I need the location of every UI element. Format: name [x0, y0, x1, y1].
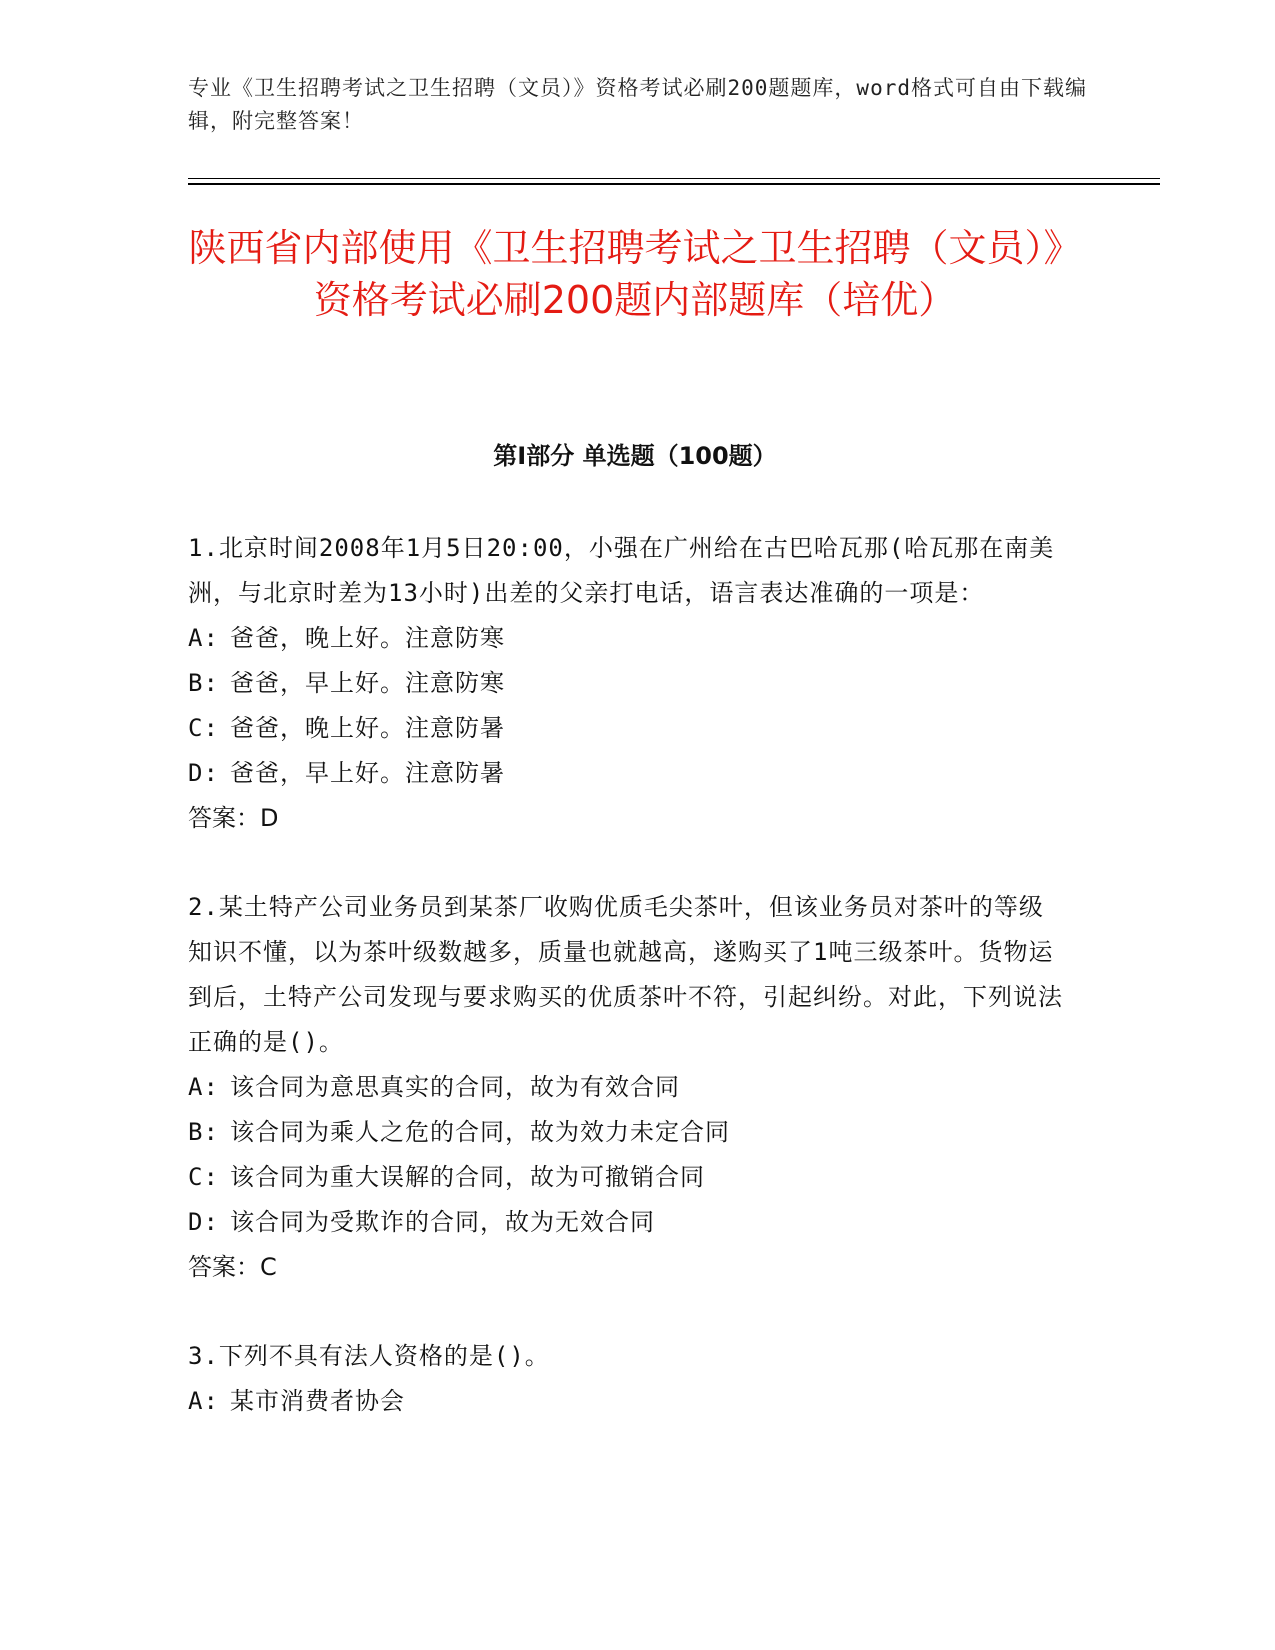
option-a — [188, 616, 1068, 661]
option-letter: D: — [188, 1208, 219, 1236]
option-d — [188, 751, 1068, 796]
question-1 — [188, 526, 1068, 841]
header-note: 专业《卫生招聘考试之卫生招聘（文员）》资格考试必刷200题题库，word格式可自由下载编辑，附完整答案！ — [188, 76, 1087, 133]
header-divider-thin — [188, 178, 1160, 179]
question-stem: 1.北京时间2008年1月5日20:00，小强在广州给在古巴哈瓦那(哈瓦那在南美洲，与北京时差为13小时)出差的父亲打电话，语言表达准确的一项是： — [188, 534, 1055, 607]
answer: 答案：C — [188, 1253, 277, 1281]
section-title: 第Ⅰ部分 单选题（100题） — [493, 442, 777, 470]
option-text: 爸爸，晚上好。注意防寒 — [230, 624, 505, 652]
option-letter: A: — [188, 1073, 219, 1101]
option-text: 爸爸，晚上好。注意防暑 — [230, 714, 505, 742]
option-d — [188, 1200, 1068, 1245]
option-letter: A: — [188, 624, 219, 652]
option-text: 爸爸，早上好。注意防暑 — [230, 759, 505, 787]
option-letter: B: — [188, 669, 219, 697]
option-a — [188, 1065, 1068, 1110]
option-a — [188, 1379, 1068, 1424]
option-letter: C: — [188, 1163, 219, 1191]
option-text: 该合同为意思真实的合同，故为有效合同 — [230, 1073, 680, 1101]
question-stem: 3.下列不具有法人资格的是()。 — [188, 1342, 550, 1370]
option-text: 该合同为受欺诈的合同，故为无效合同 — [230, 1208, 655, 1236]
option-letter: A: — [188, 1387, 219, 1415]
option-letter: B: — [188, 1118, 219, 1146]
option-letter: C: — [188, 714, 219, 742]
option-text: 某市消费者协会 — [230, 1387, 405, 1415]
option-text: 该合同为乘人之危的合同，故为效力未定合同 — [230, 1118, 730, 1146]
question-list — [188, 526, 1068, 1468]
header-divider-thick — [188, 183, 1160, 185]
question-stem: 2.某土特产公司业务员到某茶厂收购优质毛尖茶叶，但该业务员对茶叶的等级知识不懂，以为茶叶级数越多，质量也就越高，遂购买了1吨三级茶叶。货物运到后，土特产公司发现与要求购买的优质茶叶不符，引起纠纷。对此，下列说法正确的是()。 — [188, 893, 1063, 1056]
option-b — [188, 1110, 1068, 1155]
option-b — [188, 661, 1068, 706]
answer: 答案：D — [188, 804, 279, 832]
option-text: 爸爸，早上好。注意防寒 — [230, 669, 505, 697]
option-letter: D: — [188, 759, 219, 787]
question-2 — [188, 885, 1068, 1290]
document-title: 陕西省内部使用《卫生招聘考试之卫生招聘（文员）》资格考试必刷200题内部题库（培优） — [188, 226, 1082, 322]
option-c — [188, 706, 1068, 751]
option-c — [188, 1155, 1068, 1200]
question-3 — [188, 1334, 1068, 1424]
option-text: 该合同为重大误解的合同，故为可撤销合同 — [230, 1163, 705, 1191]
